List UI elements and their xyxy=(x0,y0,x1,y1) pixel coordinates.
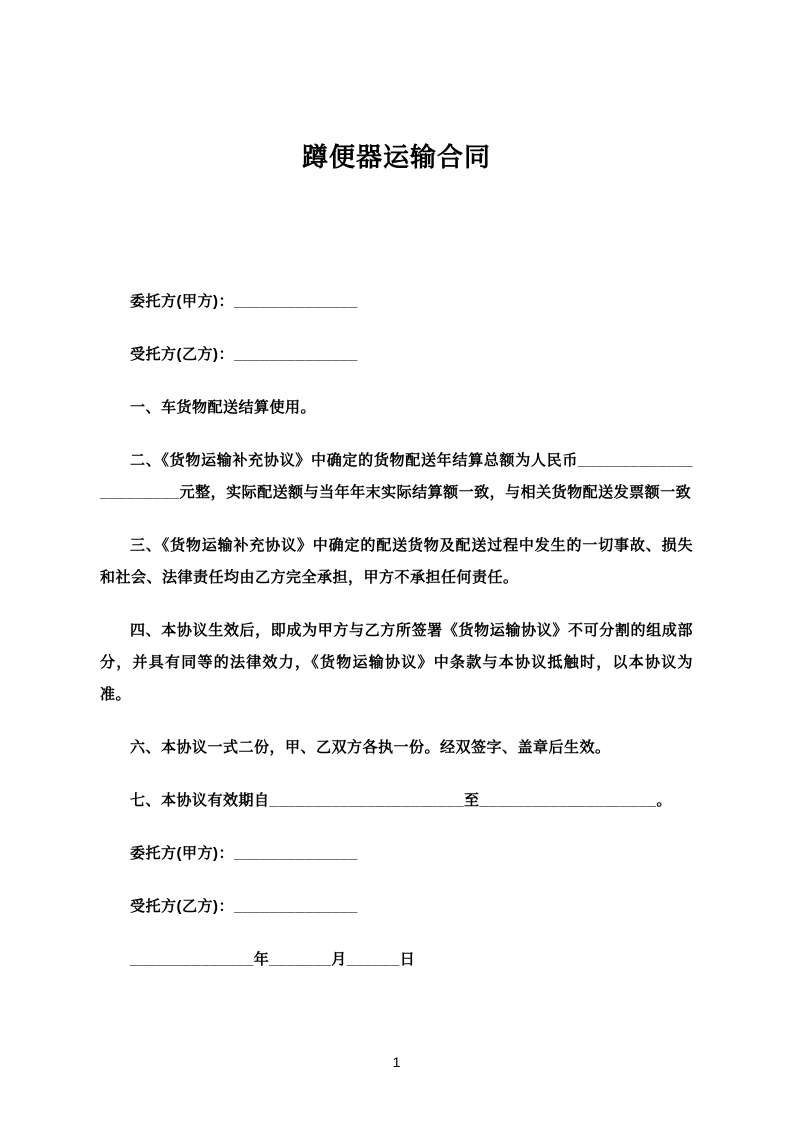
page-number: 1 xyxy=(392,1054,401,1070)
clause-3: 三、《货物运输补充协议》中确定的配送货物及配送过程中发生的一切事故、损失和社会、法律责任均由乙方完全承担，甲方不承担任何责任。 xyxy=(100,537,693,586)
clause-6: 六、本协议一式二份，甲、乙双方各执一份。经双签字、盖章后生效。 xyxy=(130,739,611,756)
paragraph-consignor-signature: 委托方(甲方)：______________ xyxy=(130,845,358,862)
clause-2: 二、《货物运输补充协议》中确定的货物配送年结算总额为人民币______________________元整，实际配送额与当年年末实际结算额一致，与相关货物配送发票额一致 xyxy=(100,452,693,501)
document-title xyxy=(100,140,693,174)
clause-1: 一、车货物配送结算使用。 xyxy=(130,399,317,416)
clause-4: 四、本协议生效后，即成为甲方与乙方所签署《货物运输协议》不可分割的组成部分，并具有同等的法律效力，《货物运输协议》中条款与本协议抵触时，以本协议为准。 xyxy=(100,622,693,703)
paragraph-consignor-top: 委托方(甲方)：______________ xyxy=(130,293,358,310)
document-title-text: 蹲便器运输合同 xyxy=(301,142,491,172)
date-line: ______________年_______月______日 xyxy=(130,951,416,968)
paragraph-consignee-signature: 受托方(乙方)：______________ xyxy=(130,898,358,915)
clause-7-validity-period: 七、本协议有效期自______________________至____________________。 xyxy=(130,792,672,809)
paragraph-consignee-top: 受托方(乙方)：______________ xyxy=(130,346,358,363)
